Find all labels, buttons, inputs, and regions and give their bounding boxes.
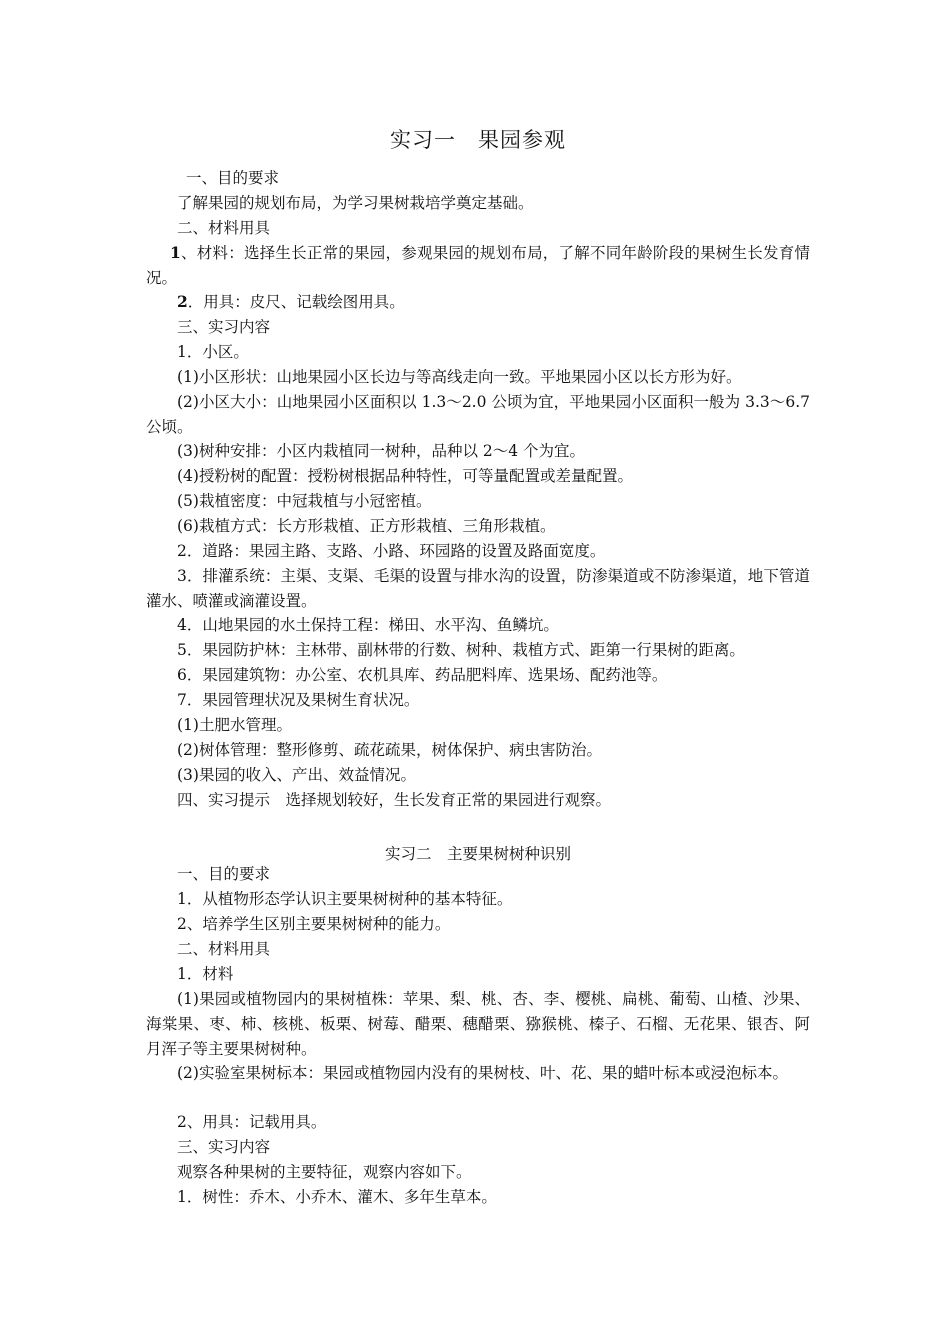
s2-objective-2: 2、培养学生区别主要果树树种的能力。: [177, 915, 451, 933]
s2-heading-content: 三、实习内容: [177, 1138, 271, 1156]
s1-objectives-text: 了解果园的规划布局，为学习果树栽培学奠定基础。: [177, 194, 534, 212]
s1-content-5: 5．果园防护林：主林带、副林带的行数、树种、栽植方式、距第一行果树的距离。: [177, 641, 745, 659]
s1-materials-item-2-number: 2: [177, 292, 188, 311]
s2-materials-1-2: (2)实验室果树标本：果园或植物园内没有的果树枝、叶、花、果的蜡叶标本或浸泡标本。: [177, 1064, 788, 1082]
s1-heading-objectives: 一、目的要求: [186, 169, 280, 187]
s2-heading-materials: 二、材料用具: [177, 940, 271, 958]
practice-1-title: 实习一 果园参观: [390, 128, 566, 152]
s2-materials-1: 1．材料: [177, 965, 234, 983]
s1-content-1-4: (4)授粉树的配置：授粉树根据品种特性，可等量配置或差量配置。: [177, 467, 633, 485]
s1-materials-item-2: [146, 290, 810, 315]
s1-materials-item-1-number: 1: [170, 243, 181, 262]
s1-content-1-5: (5)栽植密度：中冠栽植与小冠密植。: [177, 492, 432, 510]
s1-materials-item-2-text: ．用具：皮尺、记载绘图用具。: [187, 293, 405, 311]
s1-content-1-3: (3)树种安排：小区内栽植同一树种，品种以 2～4 个为宜。: [177, 442, 586, 460]
s2-heading-objectives: 一、目的要求: [177, 865, 271, 883]
s1-content-7: 7．果园管理状况及果树生育状况。: [177, 691, 420, 709]
s1-heading-tips: 四、实习提示 选择规划较好，生长发育正常的果园进行观察。: [177, 791, 612, 809]
s1-content-4: 4．山地果园的水土保持工程：梯田、水平沟、鱼鳞坑。: [177, 616, 559, 634]
s1-content-7-3: (3)果园的收入、产出、效益情况。: [177, 766, 416, 784]
s1-content-1-1: (1)小区形状：山地果园小区长边与等高线走向一致。平地果园小区以长方形为好。: [177, 368, 742, 386]
s2-content-1: 1．树性：乔木、小乔木、灌木、多年生草本。: [177, 1188, 497, 1206]
s1-content-1: 1．小区。: [177, 343, 249, 361]
s1-content-7-2: (2)树体管理：整形修剪、疏花疏果，树体保护、病虫害防治。: [177, 741, 602, 759]
s2-materials-1-1: (1)果园或植物园内的果树植株：苹果、梨、桃、杏、李、樱桃、扁桃、葡萄、山楂、沙果、海棠果、枣、柿、核桃、板栗、树莓、醋栗、穗醋栗、猕猴桃、榛子、石榴、无花果、银杏、阿月浑子等主要果树树种。: [146, 990, 810, 1058]
s1-content-3: 3．排灌系统：主渠、支渠、毛渠的设置与排水沟的设置，防渗渠道或不防渗渠道，地下管道灌水、喷灌或滴灌设置。: [146, 567, 810, 610]
s1-materials-item-1: [146, 241, 810, 291]
s1-content-2: 2．道路：果园主路、支路、小路、环园路的设置及路面宽度。: [177, 542, 606, 560]
s1-heading-materials: 二、材料用具: [177, 219, 271, 237]
s1-content-1-6: (6)栽植方式：长方形栽植、正方形栽植、三角形栽植。: [177, 517, 556, 535]
s1-content-7-1: (1)土肥水管理。: [177, 716, 292, 734]
s1-content-1-2: (2)小区大小：山地果园小区面积以 1.3～2.0 公顷为宜，平地果园小区面积一般为 3.3～6.7 公顷。: [146, 393, 810, 436]
s2-materials-2: 2、用具：记载用具。: [177, 1113, 327, 1131]
practice-2-title: 实习二 主要果树树种识别: [384, 845, 571, 863]
s2-content-intro: 观察各种果树的主要特征，观察内容如下。: [177, 1163, 472, 1181]
s1-content-6: 6．果园建筑物：办公室、农机具库、药品肥料库、选果场、配药池等。: [177, 666, 668, 684]
s1-materials-item-1-text: 、材料：选择生长正常的果园，参观果园的规划布局，了解不同年龄阶段的果树生长发育情况。: [146, 244, 810, 287]
s2-objective-1: 1．从植物形态学认识主要果树树种的基本特征。: [177, 890, 513, 908]
s1-heading-content: 三、实习内容: [177, 318, 271, 336]
